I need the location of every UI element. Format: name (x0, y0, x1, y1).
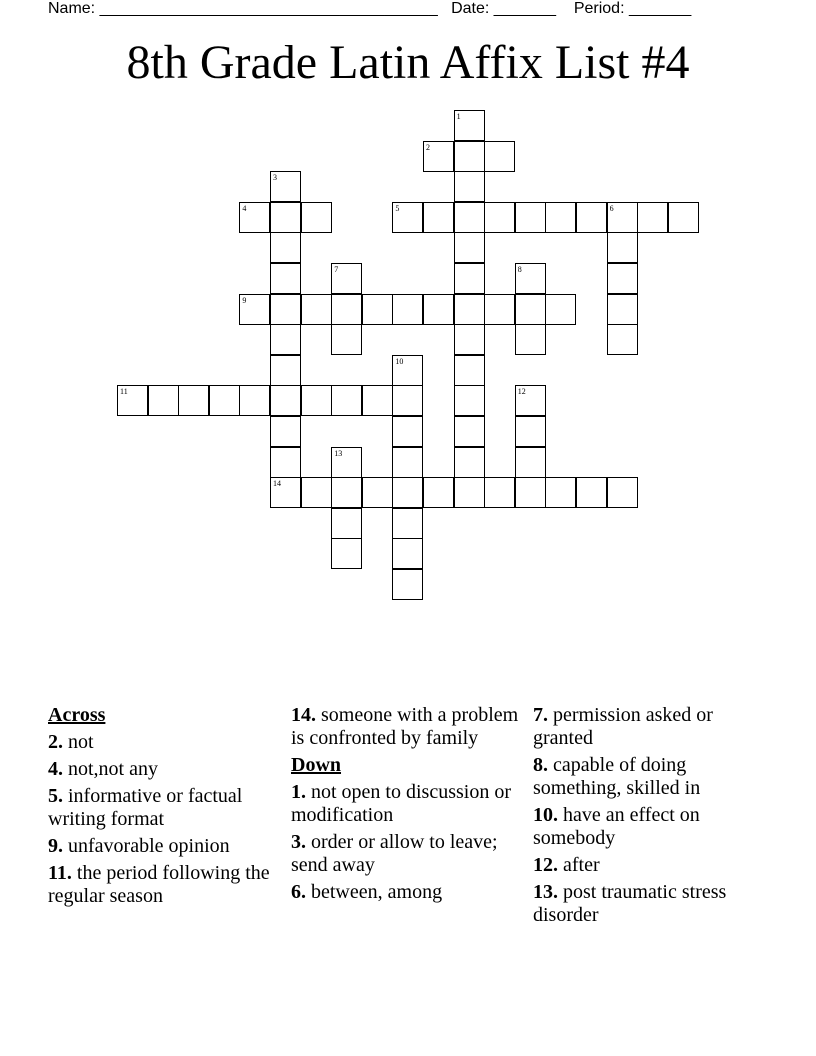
crossword-cell[interactable] (454, 141, 485, 172)
crossword-cell[interactable] (423, 141, 454, 172)
crossword-cell[interactable] (576, 202, 607, 233)
crossword-cell[interactable] (454, 110, 485, 141)
clue-text: not (68, 731, 94, 753)
clue-text: not,not any (68, 758, 158, 780)
crossword-cell[interactable] (331, 477, 362, 508)
clue-text: someone with a problem is confronted by family (291, 704, 519, 749)
crossword-cell[interactable] (270, 232, 301, 263)
crossword-cell[interactable] (270, 477, 301, 508)
crossword-cell[interactable] (454, 447, 485, 478)
clue-item (533, 804, 768, 850)
crossword-cell[interactable] (270, 171, 301, 202)
clue-text: between, among (311, 881, 443, 903)
clue-number: 1. (291, 781, 306, 803)
crossword-cell[interactable] (454, 324, 485, 355)
crossword-cell[interactable] (545, 477, 576, 508)
clue-number-label: 14 (273, 479, 281, 489)
crossword-cell[interactable] (270, 202, 301, 233)
clue-item (533, 704, 768, 750)
clue-number-label: 4 (242, 203, 247, 213)
clue-number: 11. (48, 862, 72, 884)
crossword-cell[interactable] (484, 141, 515, 172)
crossword-cell[interactable] (423, 477, 454, 508)
crossword-cell[interactable] (423, 202, 454, 233)
crossword-cell[interactable] (454, 355, 485, 386)
crossword-cell[interactable] (392, 385, 423, 416)
crossword-cell[interactable] (239, 202, 270, 233)
clue-number: 4. (48, 758, 63, 780)
clue-item (48, 862, 283, 908)
clue-number: 12. (533, 854, 558, 876)
crossword-cell[interactable] (607, 477, 638, 508)
crossword-cell[interactable] (484, 294, 515, 325)
clue-item (291, 781, 526, 827)
clue-item (291, 881, 526, 904)
crossword-cell[interactable] (454, 385, 485, 416)
crossword-cell[interactable] (301, 202, 332, 233)
crossword-cell[interactable] (515, 447, 546, 478)
crossword-cell[interactable] (484, 202, 515, 233)
crossword-cell[interactable] (270, 324, 301, 355)
crossword-cell[interactable] (301, 385, 332, 416)
crossword-cell[interactable] (331, 385, 362, 416)
clue-text: order or allow to leave; send away (291, 831, 498, 876)
clue-item (48, 731, 283, 754)
clue-number: 14. (291, 704, 316, 726)
clue-number-label: 9 (242, 295, 247, 305)
crossword-cell[interactable] (362, 477, 393, 508)
clue-text: not open to discussion or modification (291, 781, 511, 826)
clue-text: have an effect on somebody (533, 804, 700, 849)
clue-number-label: 5 (395, 203, 400, 213)
clue-text: the period following the regular season (48, 862, 270, 907)
crossword-cell[interactable] (668, 202, 699, 233)
clue-number: 6. (291, 881, 306, 903)
crossword-cell[interactable] (331, 447, 362, 478)
date-field-label: Date: _______ (451, 0, 557, 17)
clue-section-heading: Down (291, 754, 342, 776)
crossword-cell[interactable] (270, 416, 301, 447)
clue-column-1 (48, 704, 283, 912)
crossword-cell[interactable] (454, 232, 485, 263)
clue-number: 7. (533, 704, 548, 726)
crossword-cell[interactable] (270, 385, 301, 416)
crossword-cell[interactable] (270, 263, 301, 294)
crossword-cell[interactable] (607, 263, 638, 294)
crossword-cell[interactable] (515, 294, 546, 325)
clue-number: 2. (48, 731, 63, 753)
crossword-cell[interactable] (576, 477, 607, 508)
clue-number: 3. (291, 831, 306, 853)
crossword-cell[interactable] (331, 294, 362, 325)
page-title: 8th Grade Latin Affix List #4 (126, 36, 690, 89)
clue-section-heading: Across (48, 704, 106, 726)
crossword-cell[interactable] (392, 508, 423, 539)
crossword-cell[interactable] (607, 232, 638, 263)
crossword-cell[interactable] (331, 538, 362, 569)
clue-number: 10. (533, 804, 558, 826)
crossword-cell[interactable] (117, 385, 148, 416)
crossword-cell[interactable] (392, 416, 423, 447)
clue-item (533, 854, 768, 877)
clue-text: after (563, 854, 600, 876)
crossword-cell[interactable] (423, 294, 454, 325)
crossword-cell[interactable] (331, 324, 362, 355)
clue-number: 8. (533, 754, 548, 776)
crossword-cell[interactable] (454, 294, 485, 325)
clue-text: capable of doing something, skilled in (533, 754, 701, 799)
clue-item (48, 835, 283, 858)
clue-number-label: 6 (609, 203, 614, 213)
crossword-cell[interactable] (270, 355, 301, 386)
clue-number-label: 7 (334, 265, 339, 274)
clue-item (48, 758, 283, 781)
crossword-cell[interactable] (545, 294, 576, 325)
crossword-cell[interactable] (270, 447, 301, 478)
crossword-cell[interactable] (239, 385, 270, 416)
clue-number-label: 13 (334, 448, 343, 458)
clue-number-label: 8 (517, 265, 522, 274)
crossword-cell[interactable] (392, 538, 423, 569)
crossword-cell[interactable] (637, 202, 668, 233)
clue-item (291, 831, 526, 877)
crossword-cell[interactable] (392, 447, 423, 478)
period-field-label: Period: _______ (573, 0, 692, 17)
crossword-cell[interactable] (515, 385, 546, 416)
clue-column-3 (533, 704, 768, 931)
clue-text: informative or factual writing format (48, 785, 243, 830)
crossword-cell[interactable] (515, 477, 546, 508)
crossword-cell[interactable] (454, 477, 485, 508)
crossword-cell[interactable] (362, 385, 393, 416)
crossword-cell[interactable] (545, 202, 576, 233)
clue-number-label: 3 (273, 173, 277, 183)
crossword-cell[interactable] (270, 294, 301, 325)
crossword-cell[interactable] (239, 294, 270, 325)
crossword-cell[interactable] (454, 263, 485, 294)
clue-number: 5. (48, 785, 63, 807)
clue-number-label: 12 (517, 387, 526, 397)
crossword-cell[interactable] (515, 416, 546, 447)
crossword-cell[interactable] (392, 569, 423, 600)
clue-item (533, 754, 768, 800)
clue-number-label: 11 (120, 387, 128, 397)
clue-item (533, 881, 768, 927)
crossword-cell[interactable] (454, 416, 485, 447)
crossword-cell[interactable] (515, 202, 546, 233)
crossword-cell[interactable] (178, 385, 209, 416)
crossword-cell[interactable] (454, 202, 485, 233)
name-field-label: Name: ______________________________________ (48, 0, 438, 17)
crossword-cell[interactable] (331, 508, 362, 539)
crossword-cell[interactable] (301, 294, 332, 325)
crossword-cell[interactable] (607, 324, 638, 355)
crossword-cell[interactable] (515, 263, 546, 294)
crossword-cell[interactable] (515, 324, 546, 355)
crossword-cell[interactable] (607, 202, 638, 233)
clue-text: unfavorable opinion (68, 835, 230, 857)
crossword-cell[interactable] (209, 385, 240, 416)
crossword-cell[interactable] (484, 477, 515, 508)
crossword-cell[interactable] (392, 202, 423, 233)
clue-item (291, 704, 526, 750)
clue-number-label: 2 (426, 142, 430, 152)
clue-number-label: 10 (395, 356, 404, 366)
clue-column-2 (291, 704, 526, 908)
clue-item (48, 785, 283, 831)
clue-text: post traumatic stress disorder (533, 881, 727, 926)
clue-number-label: 1 (456, 112, 461, 121)
clue-text: permission asked or granted (533, 704, 713, 749)
crossword-cell[interactable] (331, 263, 362, 294)
clue-number: 9. (48, 835, 63, 857)
crossword-cell[interactable] (301, 477, 332, 508)
crossword-cell[interactable] (607, 294, 638, 325)
crossword-cell[interactable] (454, 171, 485, 202)
clue-number: 13. (533, 881, 558, 903)
crossword-cell[interactable] (392, 355, 423, 386)
crossword-cell[interactable] (148, 385, 179, 416)
crossword-cell[interactable] (392, 477, 423, 508)
crossword-cell[interactable] (362, 294, 393, 325)
crossword-cell[interactable] (392, 294, 423, 325)
